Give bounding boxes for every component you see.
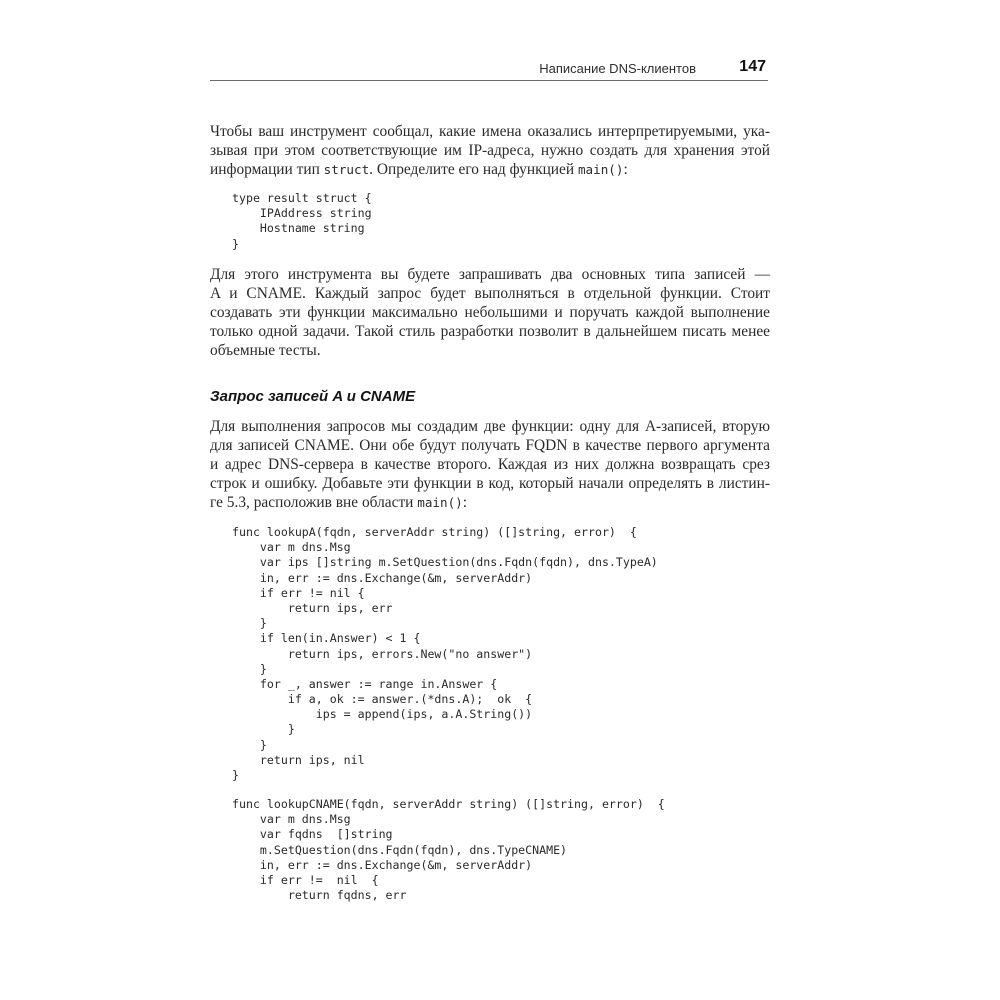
paragraph-lookup-functions — [210, 417, 770, 512]
code-line: var ips []string m.SetQuestion(dns.Fqdn(fqdn), dns.TypeA) — [232, 555, 658, 570]
code-line: func lookupCNAME(fqdn, serverAddr string) ([]string, error) { — [232, 797, 665, 811]
code-line: m.SetQuestion(dns.Fqdn(fqdn), dns.TypeCNAME) — [232, 842, 568, 857]
paragraph-struct-intro — [210, 122, 770, 179]
section-heading: Запрос записей A и CNAME — [210, 388, 416, 405]
code-block-result-struct — [232, 191, 752, 252]
code-line: } — [232, 661, 267, 676]
code-line: return ips, err — [232, 600, 393, 615]
text-line: A и CNAME. Каждый запрос будет выполняться в отдельной функции. Стоит — [210, 285, 770, 302]
code-line: return fqdns, err — [232, 888, 407, 903]
code-line: } — [232, 236, 239, 251]
code-line: Hostname string — [232, 221, 365, 236]
code-line: for _, answer := range in.Answer { — [232, 676, 498, 691]
text-line: информации тип struct. Определите его над функцией main(): — [210, 161, 628, 178]
code-line: ips = append(ips, a.A.String()) — [232, 707, 533, 722]
code-line: in, err := dns.Exchange(&m, serverAddr) — [232, 570, 533, 585]
text-line: объемные тесты. — [210, 342, 321, 359]
code-line: if len(in.Answer) < 1 { — [232, 631, 421, 646]
code-block-lookupCNAME — [232, 797, 752, 903]
code-line: IPAddress string — [232, 206, 372, 221]
text-line: Чтобы ваш инструмент сообщал, какие имена оказались интерпретируемыми, ука- — [210, 123, 770, 140]
text-line: строк и ошибку. Добавьте эти функции в код, который начали определять в листин- — [210, 475, 770, 492]
code-line: var m dns.Msg — [232, 812, 351, 827]
text-line: Для этого инструмента вы будете запрашивать два основных типа записей — — [210, 266, 770, 283]
book-page — [210, 0, 770, 1000]
code-line: if a, ok := answer.(*dns.A); ok { — [232, 692, 533, 707]
inline-code: main() — [577, 162, 624, 177]
code-line: func lookupA(fqdn, serverAddr string) ([]string, error) { — [232, 525, 637, 539]
code-line: var m dns.Msg — [232, 540, 351, 555]
page-number: 147 — [739, 58, 766, 75]
code-line: } — [232, 737, 267, 752]
chapter-title: Написание DNS-клиентов — [539, 61, 696, 76]
running-header — [210, 58, 768, 81]
code-line: } — [232, 616, 267, 631]
inline-code: main() — [417, 495, 463, 510]
text-line: зывая при этом соответствующие им IP-адреса, нужно создать для хранения этой — [210, 142, 770, 159]
text-line: для записей CNAME. Они обе будут получать FQDN в качестве первого аргумента — [210, 437, 770, 454]
code-line: return ips, errors.New("no answer") — [232, 646, 533, 661]
inline-code: struct — [323, 162, 370, 177]
code-line: } — [232, 722, 295, 737]
code-line: } — [232, 768, 239, 782]
text-line: ге 5.3, расположив вне области main(): — [210, 494, 468, 511]
text-line: создавать эти функции максимально небольшими и поручать каждой выполнение — [210, 304, 770, 321]
code-line: in, err := dns.Exchange(&m, serverAddr) — [232, 857, 533, 872]
code-line: var fqdns []string — [232, 827, 393, 842]
paragraph-record-types — [210, 265, 770, 360]
code-line: if err != nil { — [232, 872, 379, 887]
code-line: type result struct { — [232, 191, 372, 205]
code-line: return ips, nil — [232, 752, 365, 767]
text-line: и адрес DNS-сервера в качестве второго. Каждая из них должна возвращать срез — [210, 456, 770, 473]
text-line: только одной задачи. Такой стиль разработки позволит в дальнейшем писать менее — [210, 323, 770, 340]
code-block-lookupA — [232, 525, 752, 783]
text-line: Для выполнения запросов мы создадим две функции: одну для A-записей, вторую — [210, 418, 770, 435]
code-line: if err != nil { — [232, 585, 365, 600]
